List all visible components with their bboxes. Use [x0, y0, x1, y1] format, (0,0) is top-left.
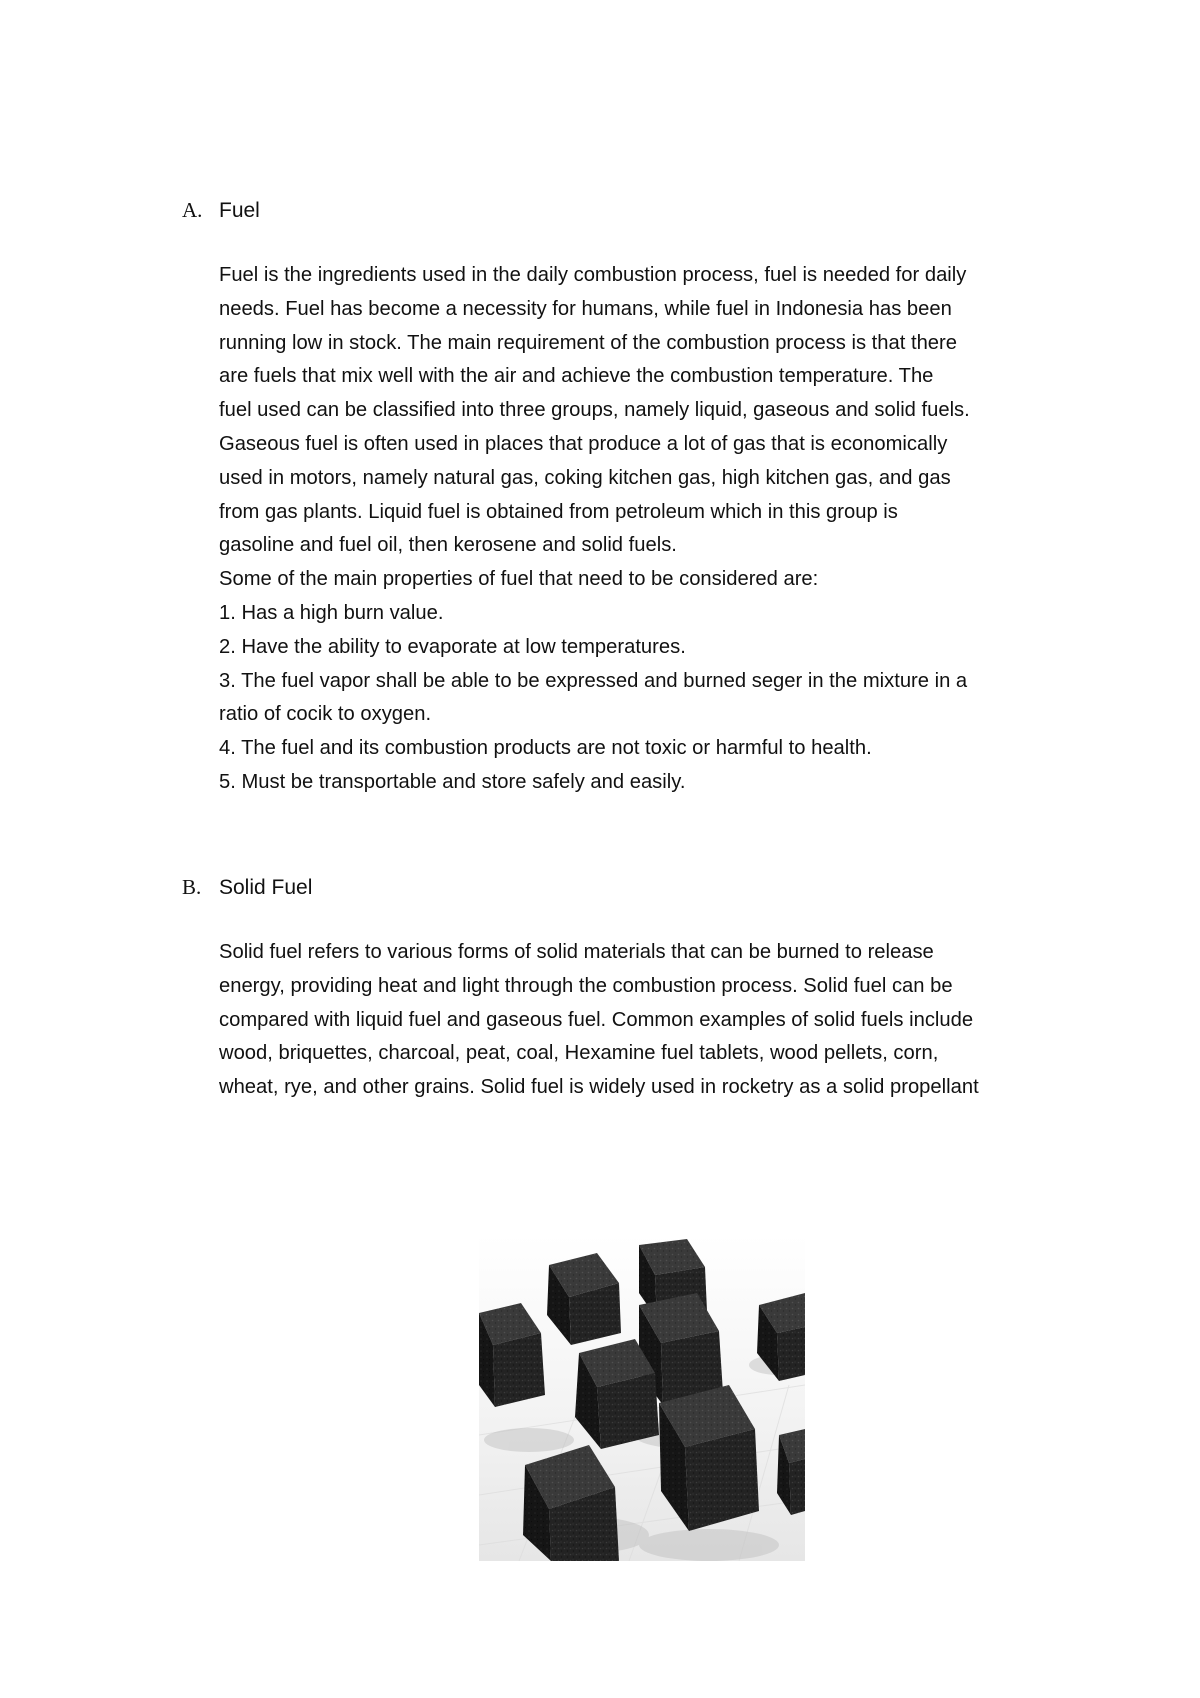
section-b-line: compared with liquid fuel and gaseous fuel. Common examples of solid fuels include [219, 1008, 974, 1031]
section-b-line: energy, providing heat and light through the combustion process. Solid fuel can be [219, 974, 953, 997]
section-a-line: fuel used can be classified into three groups, namely liquid, gaseous and solid fuels. [219, 399, 970, 422]
section-a-line: Gaseous fuel is often used in places that produce a lot of gas that is economically [219, 432, 948, 455]
section-b-body [219, 936, 1069, 1105]
property-list-item: 5. Must be transportable and store safely and easily. [219, 770, 686, 793]
property-list-item: 3. The fuel vapor shall be able to be expressed and burned seger in the mixture in a [219, 669, 968, 692]
section-a-title: Fuel [219, 199, 260, 222]
section-b-title: Solid Fuel [219, 876, 313, 899]
section-b-line: wood, briquettes, charcoal, peat, coal, Hexamine fuel tablets, wood pellets, corn, [219, 1042, 939, 1065]
section-a-marker: A. [182, 198, 203, 222]
section-a-line: needs. Fuel has become a necessity for humans, while fuel in Indonesia has been [219, 297, 952, 320]
section-a-line: from gas plants. Liquid fuel is obtained from petroleum which in this group is [219, 500, 898, 523]
section-b-marker: B. [182, 875, 202, 899]
property-list-item: ratio of cocik to oxygen. [219, 703, 432, 726]
section-a-line: used in motors, namely natural gas, coking kitchen gas, high kitchen gas, and gas [219, 466, 951, 489]
section-a-line: are fuels that mix well with the air and achieve the combustion temperature. The [219, 365, 934, 388]
section-b-line: Solid fuel refers to various forms of solid materials that can be burned to release [219, 941, 934, 963]
section-a-body [219, 259, 1069, 800]
property-list-item: 4. The fuel and its combustion products are not toxic or harmful to health. [219, 737, 872, 760]
property-list-item: 2. Have the ability to evaporate at low temperatures. [219, 635, 686, 658]
section-a-heading [182, 195, 260, 226]
section-b-line: wheat, rye, and other grains. Solid fuel is widely used in rocketry as a solid propellant [219, 1076, 979, 1099]
charcoal-briquettes-photo [479, 1235, 805, 1561]
section-a-line: Some of the main properties of fuel that need to be considered are: [219, 568, 819, 591]
section-a-line: Fuel is the ingredients used in the daily combustion process, fuel is needed for daily [219, 264, 967, 286]
section-b-heading [182, 872, 312, 903]
section-a-line: running low in stock. The main requirement of the combustion process is that there [219, 331, 957, 354]
property-list-item: 1. Has a high burn value. [219, 601, 444, 624]
section-a-line: gasoline and fuel oil, then kerosene and solid fuels. [219, 534, 677, 557]
